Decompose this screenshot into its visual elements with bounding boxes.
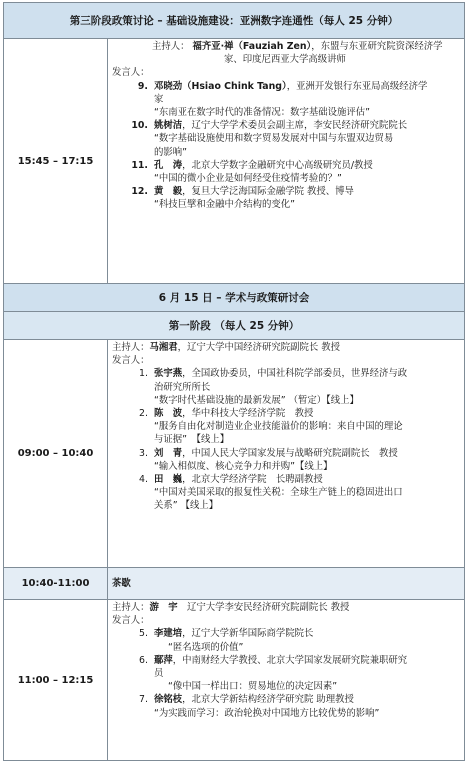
speaker-4 [112, 473, 458, 486]
speaker-desc: ，中国人民大学国家发展与战略研究院副院长 教授 [182, 447, 398, 459]
speaker-name: 徐铭枝 [154, 694, 183, 706]
host-label: 主持人： [112, 602, 150, 613]
speaker-name: 邓晓劲（Hsiao Chink Tang） [154, 80, 287, 92]
phase1-title: 第一阶段 （每人 25 分钟） [168, 320, 300, 332]
host-desc: ，辽宁大学中国经济研究院副院长 教授 [177, 342, 341, 353]
break-row [4, 568, 464, 600]
speaker-num: 6. [139, 654, 148, 666]
phase1-header [4, 312, 464, 340]
host-line [112, 341, 458, 354]
speaker-desc: ，北京大学新结构经济学研究院 助理教授 [182, 694, 354, 706]
host-label: 主持人： [152, 41, 190, 52]
phase3-title: 第三阶段政策讨论 – 基础设施建设：亚洲数字连通性（每人 25 分钟） [69, 15, 399, 27]
speaker-desc: ，复旦大学泛海国际金融学院 教授、博导 [182, 186, 354, 198]
talk-title: “中国对美国采取的报复性关税：全球生产链上的稳固进出口 [154, 487, 403, 499]
host-name: 游 宇 [149, 602, 178, 613]
speaker-desc: ，北京大学经济学院 长聘副教授 [182, 474, 323, 486]
speaker-5 [112, 627, 458, 640]
speakers-label: 发言人： [112, 355, 150, 367]
speaker-desc: ，华中科技大学经济学院 教授 [182, 408, 314, 420]
talk-title: “为实践而学习：政治轮换对中国地方比较优势的影响” [154, 707, 380, 719]
schedule-table [3, 2, 465, 761]
speaker-num: 2. [139, 408, 148, 420]
talk-title: “数字基础设施使用和数字贸易发展对中国与东盟双边贸易 [154, 133, 394, 145]
talk-title: “数字时代基础设施的最新发展” （暂定）【线上】 [154, 394, 359, 406]
speaker-11 [112, 159, 458, 172]
speakers-label: 发言人： [112, 67, 150, 79]
day-title: 6 月 15 日 – 学术与政策研讨会 [158, 292, 310, 304]
talk-title-cont: 关系” 【线上】 [154, 500, 219, 512]
speaker-name: 李建培 [154, 628, 183, 640]
phase3-content [108, 39, 464, 283]
speaker-desc: ，全国政协委员，中国社科院学部委员，世界经济与政 [182, 368, 408, 380]
speaker-1 [112, 367, 458, 380]
talk-title-cont: 与证据” 【线上】 [154, 434, 230, 446]
speaker-desc: ，亚洲开发银行东亚局高级经济学 [286, 80, 428, 92]
host-line [112, 601, 458, 614]
speaker-num: 4. [139, 474, 148, 486]
phase2-time: 11:00 – 12:15 [4, 600, 108, 760]
speaker-desc-cont: 员 [154, 668, 164, 680]
phase3-header [4, 3, 464, 39]
speaker-desc: ，辽宁大学学术委员会副主席，李安民经济研究院院长 [182, 120, 408, 132]
speaker-name: 鄢萍 [154, 654, 173, 666]
talk-title: “输入相似度、核心竞争力和并购”【线上】 [154, 460, 333, 472]
talk-title: “中国的微小企业是如何经受住疫情考验的？” [154, 173, 342, 185]
speaker-2 [112, 407, 458, 420]
speaker-num: 10. [131, 120, 148, 132]
speaker-7 [112, 693, 458, 706]
speaker-name: 张宇燕 [154, 368, 183, 380]
speakers-label: 发言人： [112, 615, 150, 627]
phase1-time: 09:00 – 10:40 [4, 340, 108, 567]
talk-title: “东南亚在数字时代的准备情况：数字基础设施评估” [154, 107, 370, 119]
speaker-name: 刘 青 [154, 447, 183, 459]
talk-title: “匿名选项的价值” [168, 641, 244, 653]
break-label: 茶歇 [108, 568, 464, 599]
speaker-9 [112, 80, 458, 93]
phase1-row [4, 340, 464, 568]
talk-title: “像中国一样出口：贸易地位的决定因素” [168, 681, 338, 693]
speaker-10 [112, 119, 458, 132]
host-desc-cont: 家、印度尼西亚大学高级讲师 [224, 54, 346, 66]
speaker-num: 5. [139, 628, 148, 640]
host-desc: 辽宁大学李安民经济研究院副院长 教授 [177, 602, 350, 613]
speaker-name: 陈 波 [154, 408, 183, 420]
speaker-num: 12. [131, 186, 148, 198]
host-label: 主持人： [112, 342, 150, 353]
host-name: 马湘君 [149, 342, 178, 353]
talk-title-cont: 的影响” [154, 146, 187, 158]
phase3-time: 15:45 – 17:15 [4, 39, 108, 283]
speaker-num: 11. [131, 159, 148, 171]
speaker-num: 1. [139, 368, 148, 380]
speaker-desc-cont: 治研究所所长 [154, 381, 211, 393]
speaker-num: 7. [139, 694, 148, 706]
speaker-desc: ，辽宁大学新华国际商学院院长 [182, 628, 314, 640]
host-name: 福齐亚·禅（Fauziah Zen） [192, 41, 312, 52]
host-desc: ，东盟与东亚研究院资深经济学 [311, 41, 443, 52]
phase2-content [108, 600, 464, 760]
speaker-name: 姚树洁 [154, 120, 183, 132]
host-line [112, 40, 458, 53]
speaker-12 [112, 185, 458, 198]
talk-title: “服务自由化对制造业企业技能溢价的影响：来自中国的理论 [154, 421, 403, 433]
speaker-num: 9. [137, 80, 148, 92]
speaker-num: 3. [139, 447, 148, 459]
phase2-row [4, 600, 464, 760]
break-time: 10:40-11:00 [4, 568, 108, 599]
speaker-name: 黄 毅 [154, 186, 183, 198]
phase3-row [4, 39, 464, 284]
speaker-3 [112, 447, 458, 460]
speaker-desc-cont: 家 [154, 93, 164, 105]
speaker-desc: ，中南财经大学教授、北京大学国家发展研究院兼职研究 [172, 654, 408, 666]
phase1-content [108, 340, 464, 567]
speaker-name: 田 巍 [154, 474, 183, 486]
speaker-name: 孔 涛 [154, 159, 183, 171]
speaker-6 [112, 654, 458, 667]
talk-title: “科技巨擘和金融中介结构的变化” [154, 199, 295, 211]
speaker-desc: ，北京大学数字金融研究中心高级研究员/教授 [182, 159, 373, 171]
day-header [4, 284, 464, 312]
